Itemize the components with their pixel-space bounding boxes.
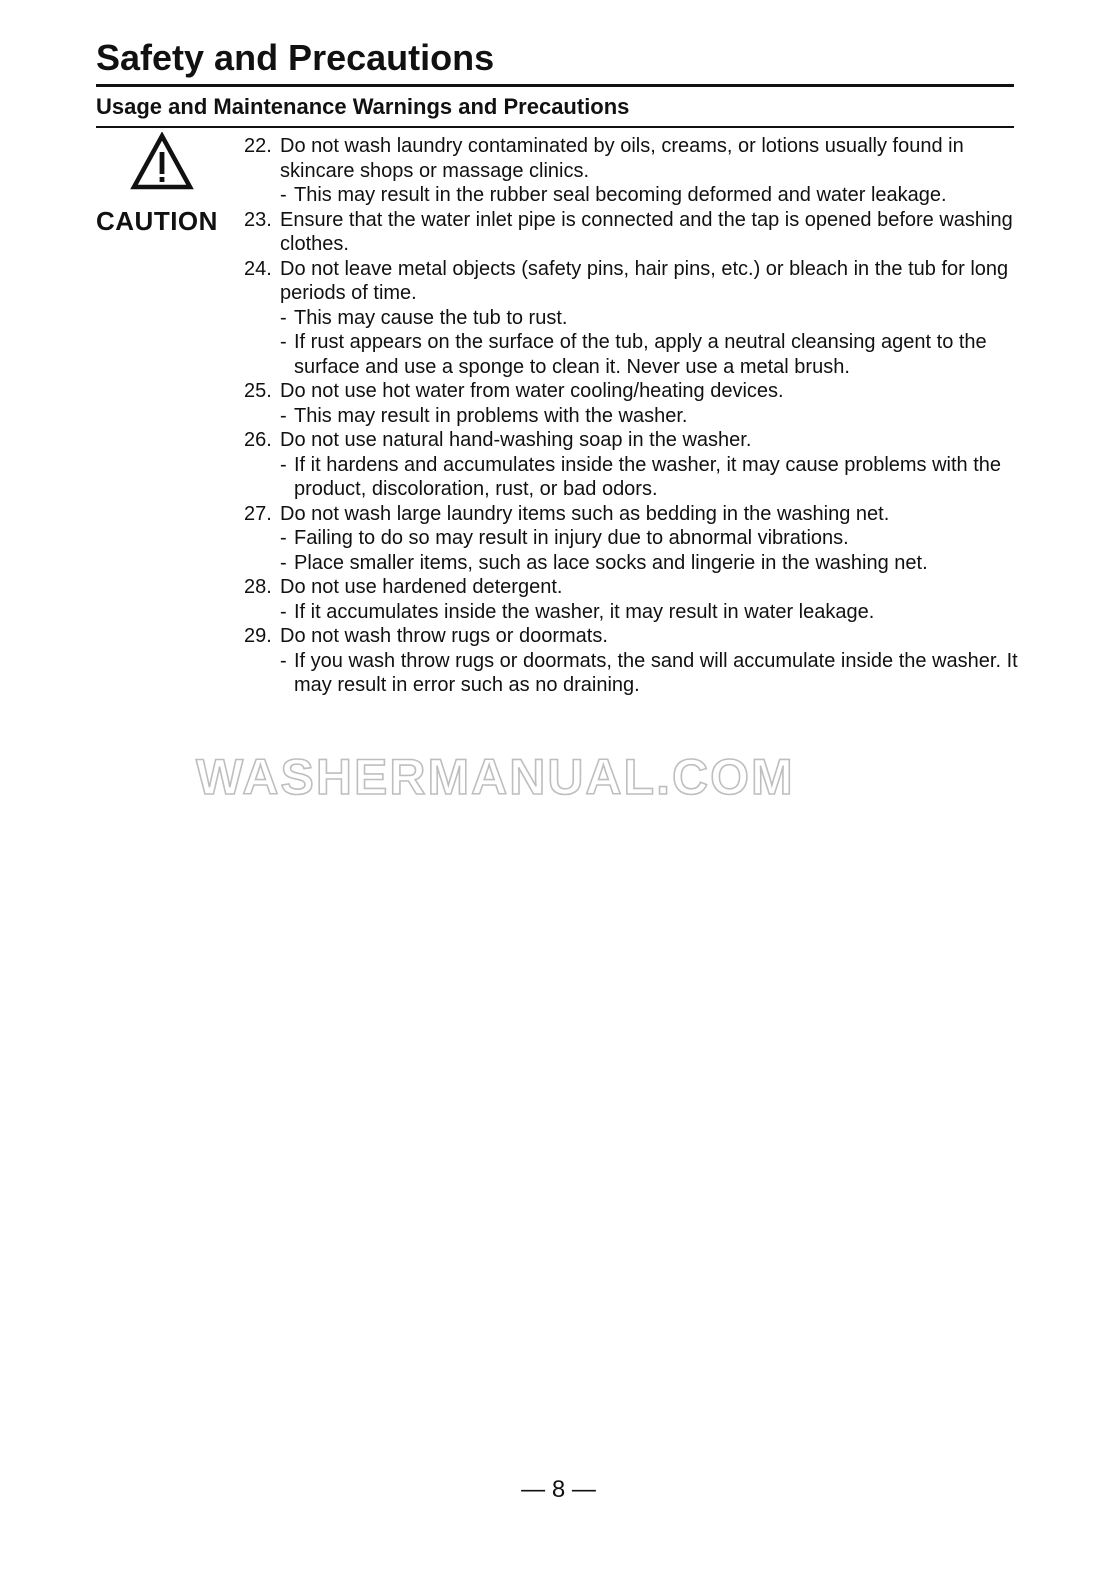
- sub-note-text: Place smaller items, such as lace socks and lingerie in the washing net.: [294, 551, 928, 574]
- sub-note-dash: -: [280, 453, 287, 476]
- title-divider: [96, 84, 1014, 87]
- sub-note-dash: -: [280, 551, 287, 574]
- precaution-item-number: 27.: [244, 502, 272, 525]
- precaution-item: [244, 208, 1020, 257]
- precaution-sub-note: [280, 404, 1020, 429]
- precaution-item: [244, 428, 1020, 502]
- precaution-item-number: 26.: [244, 429, 272, 451]
- precaution-item: [244, 379, 1020, 428]
- sub-note-text: This may result in problems with the washer.: [294, 404, 688, 427]
- sub-note-dash: -: [280, 527, 287, 549]
- precaution-sub-note: [280, 183, 1020, 208]
- precaution-item: [244, 257, 1020, 380]
- precaution-item-text: Do not use hardened detergent.: [280, 576, 563, 598]
- precaution-sub-note: [280, 453, 1020, 502]
- precaution-item-text: Do not use natural hand-washing soap in the washer.: [280, 429, 752, 451]
- warning-triangle-icon: [130, 132, 194, 192]
- precaution-sub-note: [280, 306, 1020, 331]
- sub-note-dash: -: [280, 331, 287, 353]
- watermark: WASHERMANUAL.COM: [196, 749, 795, 805]
- precaution-item: [244, 502, 1020, 576]
- sub-note-text: If it accumulates inside the washer, it may result in water leakage.: [294, 600, 875, 623]
- sub-note-text: If rust appears on the surface of the tub, apply a neutral cleansing agent to the surface and use a sponge to clean it. Never use a metal brush.: [294, 331, 987, 378]
- precaution-item-number: 22.: [244, 135, 272, 157]
- precaution-item-number: 28.: [244, 576, 272, 598]
- sub-note-dash: -: [280, 649, 287, 672]
- precaution-list: [244, 134, 1020, 698]
- precaution-item-text: Do not wash throw rugs or doormats.: [280, 625, 608, 647]
- precaution-sub-note: [280, 330, 1020, 379]
- sub-note-text: This may cause the tub to rust.: [294, 306, 568, 329]
- sub-note-text: If you wash throw rugs or doormats, the sand will accumulate inside the washer. It may result in error such as no draining.: [294, 649, 1018, 696]
- sub-note-dash: -: [280, 600, 287, 623]
- precaution-item: [244, 134, 1020, 208]
- precaution-sub-note: [280, 600, 1020, 625]
- precaution-sub-note: [280, 551, 1020, 576]
- sub-note-text: If it hardens and accumulates inside the washer, it may cause problems with the product, discoloration, rust, or bad odors.: [294, 453, 1002, 500]
- page-number: — 8 —: [521, 1476, 596, 1503]
- precaution-item-number: 24.: [244, 257, 272, 280]
- section-title: Usage and Maintenance Warnings and Precautions: [96, 94, 630, 119]
- precaution-item-number: 29.: [244, 625, 272, 647]
- caution-block: [96, 132, 232, 237]
- precaution-sub-note: [280, 526, 1020, 551]
- page-title: Safety and Precautions: [96, 37, 495, 78]
- sub-note-text: This may result in the rubber seal becoming deformed and water leakage.: [294, 184, 947, 206]
- sub-note-dash: -: [280, 184, 287, 206]
- precaution-item-text: Do not wash large laundry items such as bedding in the washing net.: [280, 502, 890, 525]
- sub-note-dash: -: [280, 404, 287, 427]
- precaution-item-text: Do not leave metal objects (safety pins, hair pins, etc.) or bleach in the tub for long periods of time.: [280, 257, 1009, 304]
- precaution-item-number: 25.: [244, 380, 272, 402]
- precaution-sub-note: [280, 649, 1020, 698]
- sub-note-dash: -: [280, 306, 287, 329]
- precaution-item-text: Do not wash laundry contaminated by oils, creams, or lotions usually found in skincare shops or massage clinics.: [280, 135, 964, 182]
- section-divider: [96, 126, 1014, 128]
- precaution-item-number: 23.: [244, 208, 272, 231]
- precaution-item: [244, 624, 1020, 698]
- sub-note-text: Failing to do so may result in injury due to abnormal vibrations.: [294, 527, 849, 549]
- precaution-item-text: Ensure that the water inlet pipe is connected and the tap is opened before washing clothes.: [280, 208, 1013, 255]
- precaution-item-text: Do not use hot water from water cooling/heating devices.: [280, 380, 784, 402]
- caution-label: CAUTION: [96, 206, 218, 236]
- precaution-item: [244, 575, 1020, 624]
